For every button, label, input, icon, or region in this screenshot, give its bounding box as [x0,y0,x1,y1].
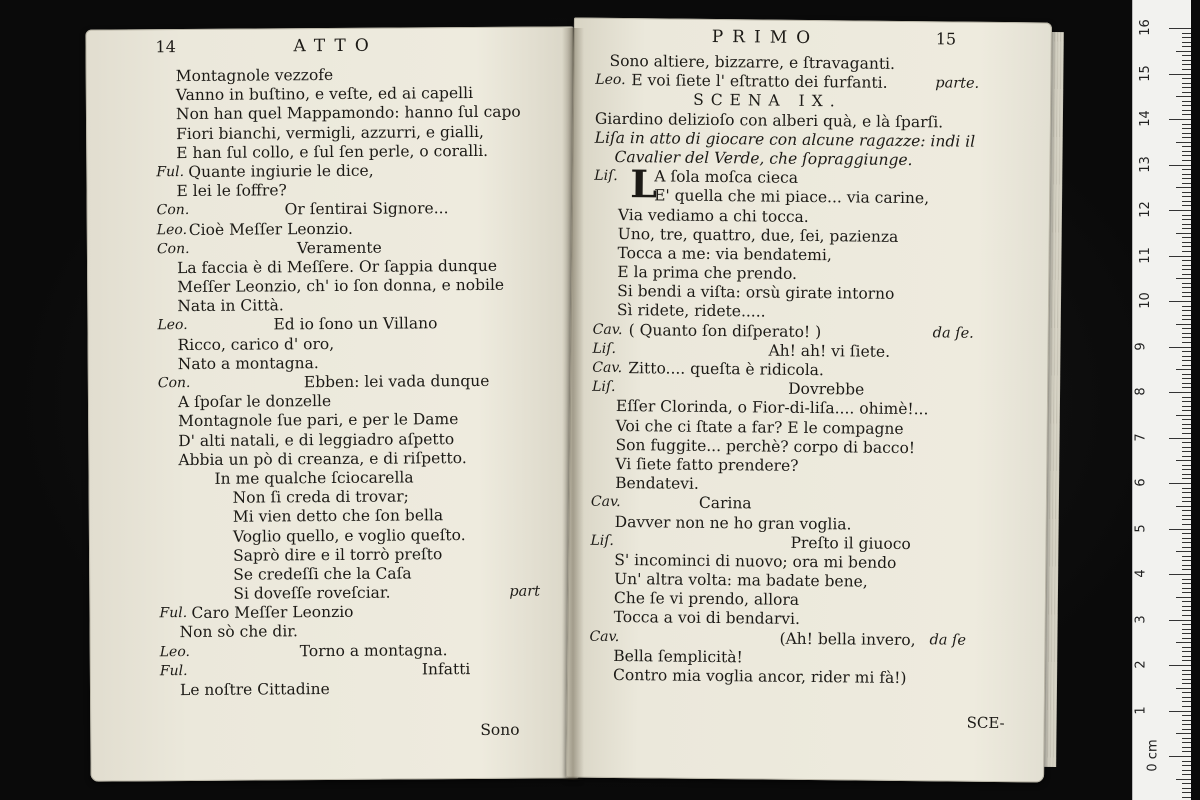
verse-text: E lei le ſoffre? [176,181,287,201]
ruler-tick [1182,428,1191,429]
verse-text: Bella ſemplicità! [613,646,743,667]
ruler-tick [1176,597,1191,598]
speaker-label: Leo. [595,71,626,89]
ruler-tick [1169,28,1191,29]
ruler-tick [1182,624,1191,625]
ruler-tick [1182,237,1191,238]
verse-text: Vi ſiete fatto prendere? [615,454,799,475]
speaker-label: Cav. [590,494,621,511]
ruler-tick [1182,610,1191,611]
ruler-tick [1182,724,1191,725]
stage-direction: parte. [935,75,980,92]
ruler-tick [1176,506,1191,507]
verse-text: Tocca a me: via bendatemi, [617,243,832,265]
ruler-tick [1182,538,1191,539]
measuring-ruler [1132,0,1191,800]
verse-text: Preſto il giuoco [790,533,911,553]
ruler-tick [1176,142,1191,143]
ruler-tick [1182,337,1191,338]
speaker-label: Liſ. [594,167,618,185]
ruler-tick [1182,447,1191,448]
right-text-block [589,52,1036,690]
verse-text: Cavalier del Verde, che ſopraggiunge. [614,147,913,170]
ruler-tick [1182,501,1191,502]
verse-text: Infatti [421,659,471,679]
ruler-tick [1182,137,1191,138]
verse-text: Voglio quello, e voglio queſto. [232,525,466,546]
left-page [85,26,578,781]
verse-text: Saprò dire e il torrò preſto [232,544,443,565]
ruler-tick [1182,105,1191,106]
speaker-label: Ful. [159,605,188,622]
ruler-tick [1182,770,1191,771]
ruler-tick [1176,779,1191,780]
ruler-tick [1182,474,1191,475]
speaker-label: Cav. [592,359,623,377]
speaker-label: Con. [156,240,190,257]
ruler-tick [1182,442,1191,443]
ruler-tick [1182,747,1191,748]
verse-text: Fiori bianchi, vermigli, azzurri, e gialli, [176,122,484,143]
running-header-left: ATTO [293,35,378,57]
ruler-tick [1182,629,1191,630]
scene-heading: SCENA IX. [693,91,842,111]
ruler-tick [1182,469,1191,470]
ruler-tick [1182,328,1191,329]
ruler-tick [1182,533,1191,534]
ruler-tick [1182,360,1191,361]
ruler-tick [1182,296,1191,297]
verse-text: Non han quel Mappamondo: hanno ſul capo [175,103,521,124]
verse-text: Eſſer Clorinda, o Fior-di-liſa.... ohimè!... [615,397,929,419]
ruler-tick [1176,187,1191,188]
ruler-tick [1182,465,1191,466]
ruler-tick [1182,397,1191,398]
verse-text: E la prima che prendo. [617,263,798,283]
verse-text: Ed io ſono un Villano [273,314,438,334]
verse-text: Montagnole vezzofe [175,65,334,86]
ruler-tick [1182,55,1191,56]
ruler-tick [1182,283,1191,284]
ruler-tick [1182,319,1191,320]
verse-text: Veramente [296,238,382,257]
ruler-tick [1182,219,1191,220]
verse-text: Nata in Città. [177,296,284,316]
ruler-tick [1182,515,1191,516]
left-text-block [156,64,560,700]
catchword-left: Sono [480,720,520,739]
ruler-tick [1182,387,1191,388]
verse-text: Via vediamo a chi tocca. [617,205,809,226]
ruler-tick [1182,419,1191,420]
ruler-number: 7 [1133,432,1149,442]
ruler-tick [1169,438,1191,439]
verse-text: La faccia è di Meſſere. Or ſappia dunque [176,256,498,277]
verse-text: Uno, tre, quattro, due, ſei, pazienza [617,224,899,246]
verse-text: A ſola moſca cieca [654,167,799,187]
ruler-tick [1182,269,1191,270]
ruler-tick [1182,205,1191,206]
ruler-tick [1182,365,1191,366]
ruler-tick [1182,128,1191,129]
ruler-tick [1182,679,1191,680]
verse-text: Abbia un pò di creanza, e di riſpetto. [178,448,467,469]
stage-direction: da ſe [929,631,967,649]
ruler-tick [1182,497,1191,498]
verse-text: E han ſul collo, e ſul ſen perle, o coralli. [176,141,489,162]
ruler-tick [1182,146,1191,147]
ruler-tick [1182,560,1191,561]
verse-text: Bendatevi. [615,474,699,493]
ruler-tick [1182,101,1191,102]
ruler-tick [1182,783,1191,784]
ruler-tick [1182,310,1191,311]
ruler-tick [1182,674,1191,675]
ruler-tick [1176,324,1191,325]
ruler-tick [1169,74,1191,75]
ruler-tick [1182,260,1191,261]
ruler-tick [1176,278,1191,279]
ruler-tick [1169,574,1191,575]
ruler-tick [1182,155,1191,156]
ruler-tick [1182,729,1191,730]
ruler-tick [1182,406,1191,407]
verse-text: Quante ingiurie le dice, [188,161,374,181]
speaker-label: Liſ. [592,378,616,396]
ruler-tick [1182,169,1191,170]
ruler-tick [1182,579,1191,580]
ruler-tick [1182,196,1191,197]
ruler-tick [1176,51,1191,52]
verse-text: Caro Meſſer Leonzio [191,603,354,623]
speaker-label: Leo. [159,643,190,660]
verse-text: Le noſtre Cittadine [179,680,330,700]
ruler-tick [1182,160,1191,161]
ruler-tick [1169,165,1191,166]
ruler-tick [1182,692,1191,693]
ruler-tick [1182,478,1191,479]
verse-text: Un' altra volta: ma badate bene, [614,570,868,591]
verse-text: Cioè Meſſer Leonzio. [188,219,354,239]
ruler-number: 11 [1137,246,1153,264]
page-number-left: 14 [155,37,176,57]
ruler-tick [1182,569,1191,570]
verse-text: Ah! ah! vi ſiete. [768,341,891,361]
verse-text: Montagnole ſue pari, e per le Dame [178,410,459,431]
ruler-tick [1182,410,1191,411]
ruler-tick [1182,424,1191,425]
open-book [82,10,1072,790]
ruler-tick [1182,342,1191,343]
ruler-tick [1182,246,1191,247]
ruler-tick [1182,42,1191,43]
ruler-tick [1182,133,1191,134]
ruler-tick [1182,333,1191,334]
ruler-tick [1182,565,1191,566]
ruler-tick [1169,620,1191,621]
ruler-number: 5 [1133,523,1149,533]
ruler-tick [1182,378,1191,379]
ruler-tick [1182,33,1191,34]
verse-text: D' alti natali, e di leggiadro aſpetto [178,429,455,450]
ruler-tick [1176,551,1191,552]
running-header-right: PRIMO [711,26,820,49]
verse-text: Se credeſſi che la Caſa [233,564,412,584]
ruler-number: 8 [1133,387,1149,396]
ruler-tick [1169,119,1191,120]
ruler-tick [1182,765,1191,766]
ruler-tick [1182,547,1191,548]
verse-text: Carina [698,494,752,513]
ruler-tick [1182,647,1191,648]
ruler-tick [1182,601,1191,602]
verse-text: E voi ſiete l' eſtratto dei furfanti. [631,71,888,92]
ruler-tick [1182,592,1191,593]
ruler-number: 0 cm [1145,739,1161,772]
ruler-tick [1169,665,1191,666]
ruler-tick [1182,656,1191,657]
ruler-tick [1182,242,1191,243]
verse-text: Meſſer Leonzio, ch' io ſon donna, e nobile [177,275,505,297]
verse-text: Si bendi a viſta: orsù girate intorno [617,282,895,304]
ruler-tick [1182,69,1191,70]
ruler-number: 2 [1133,660,1149,669]
verse-text: Vanno in buſtino, e veſte, ed ai capelli [175,84,474,105]
text-line [589,666,1029,690]
verse-text: Sì ridete, ridete..... [616,301,766,321]
ruler-tick [1182,697,1191,698]
ruler-number: 9 [1133,341,1149,351]
ruler-tick [1182,701,1191,702]
ruler-number: 12 [1137,201,1153,218]
ruler-tick [1176,96,1191,97]
verse-text: Ebben: lei vada dunque [303,371,490,392]
verse-text: Si doveſſe roveſciar. [233,583,391,603]
ruler-tick [1182,78,1191,79]
verse-text: Contro mia voglia ancor, rider mi fà!) [613,665,907,688]
ruler-tick [1176,460,1191,461]
ruler-tick [1182,797,1191,798]
ruler-tick [1182,215,1191,216]
ruler-tick [1182,64,1191,65]
ruler-number: 16 [1137,19,1153,36]
ruler-tick [1182,761,1191,762]
ruler-tick [1182,37,1191,38]
ruler-tick [1182,774,1191,775]
ruler-tick [1169,529,1191,530]
drop-cap: L [630,161,658,207]
ruler-tick [1182,720,1191,721]
ruler-tick [1182,451,1191,452]
ruler-tick [1182,251,1191,252]
stage-direction: part [509,583,541,600]
speaker-label: Liſ. [592,340,617,357]
ruler-tick [1182,401,1191,402]
ruler-tick [1182,433,1191,434]
ruler-tick [1182,683,1191,684]
speaker-label: Cav. [592,321,623,338]
ruler-tick [1182,588,1191,589]
verse-text: Giardino delizioſo con alberi quà, e là ſparſi. [594,109,944,131]
ruler-number: 3 [1133,614,1149,624]
speaker-label: Cav. [589,628,620,645]
ruler-tick [1182,292,1191,293]
verse-text: Mi vien detto che ſon bella [232,506,444,527]
ruler-number: 6 [1133,478,1149,487]
ruler-tick [1182,456,1191,457]
ruler-tick [1182,524,1191,525]
ruler-tick [1182,706,1191,707]
verse-text: A ſpoſar le donzelle [177,392,332,412]
speaker-label: Liſ. [590,532,615,549]
ruler-tick [1182,315,1191,316]
ruler-tick [1182,519,1191,520]
ruler-tick [1169,483,1191,484]
ruler-tick [1182,83,1191,84]
ruler-tick [1182,488,1191,489]
verse-text: Dovrebbe [788,379,865,399]
speaker-label: Leo. [156,221,188,238]
ruler-tick [1182,383,1191,384]
ruler-tick [1182,60,1191,61]
ruler-number: 1 [1133,705,1149,715]
text-line [160,678,560,700]
ruler-tick [1182,228,1191,229]
verse-text: S' incominci di nuovo; ora mi bendo [614,550,897,572]
right-page [566,18,1052,783]
ruler-tick [1169,347,1191,348]
ruler-tick [1182,183,1191,184]
ruler-tick [1182,192,1191,193]
speaker-label: Ful. [156,163,185,181]
ruler-number: 10 [1137,292,1153,309]
speaker-label: Con. [156,202,190,219]
ruler-tick [1182,670,1191,671]
ruler-tick [1182,606,1191,607]
ruler-tick [1176,369,1191,370]
ruler-tick [1182,583,1191,584]
ruler-tick [1176,233,1191,234]
ruler-tick [1169,301,1191,302]
book-gutter [562,28,584,780]
ruler-tick [1176,733,1191,734]
ruler-tick [1182,92,1191,93]
ruler-tick [1182,124,1191,125]
ruler-tick [1182,151,1191,152]
ruler-tick [1182,738,1191,739]
ruler-tick [1182,492,1191,493]
ruler-tick [1182,660,1191,661]
ruler-tick [1182,178,1191,179]
ruler-tick [1176,642,1191,643]
ruler-tick [1182,374,1191,375]
ruler-tick [1169,256,1191,257]
ruler-tick [1182,510,1191,511]
verse-text: In me qualche ſciocarella [214,468,414,488]
verse-text: Non ſi creda di trovar; [232,487,409,507]
ruler-number: 4 [1133,569,1149,578]
ruler-number: 15 [1137,64,1153,82]
ruler-number: 14 [1137,110,1153,127]
verse-text: Torno a montagna. [299,640,448,660]
verse-text: (Ah! bella invero, [779,629,916,649]
verse-text: Che ſe vi prendo, allora [613,589,800,610]
speaker-label: Leo. [157,317,188,334]
stage-direction: da ſe. [932,324,974,342]
ruler-tick [1182,356,1191,357]
verse-text: E' quella che mi piace... via carine, [654,186,930,208]
ruler-tick [1182,174,1191,175]
ruler-tick [1182,742,1191,743]
ruler-tick [1182,792,1191,793]
ruler-tick [1182,351,1191,352]
ruler-tick [1182,306,1191,307]
ruler-tick [1182,224,1191,225]
ruler-tick [1169,711,1191,712]
verse-text: Or ſentirai Signore... [284,199,449,219]
ruler-tick [1182,556,1191,557]
ruler-tick [1176,688,1191,689]
verse-text: ( Quanto ſon diſperato! ) [628,320,822,341]
verse-text: Ricco, carico d' oro, [177,334,335,354]
verse-text: Nato a montagna. [177,353,319,373]
ruler-tick [1182,633,1191,634]
speaker-label: Con. [157,374,191,392]
ruler-tick [1182,201,1191,202]
ruler-tick [1169,756,1191,757]
ruler-tick [1169,392,1191,393]
ruler-number: 13 [1137,155,1153,173]
catchword-right: SCE- [966,713,1005,733]
verse-text: Sono altiere, bizzarre, e ſtravaganti. [609,51,896,73]
page-number-right: 15 [935,29,957,49]
ruler-tick [1182,638,1191,639]
verse-text: Voi che ci ſtate a far? E le compagne [615,416,904,438]
ruler-tick [1182,788,1191,789]
verse-text: Non sò che dir. [179,622,298,642]
ruler-tick [1169,210,1191,211]
ruler-tick [1182,751,1191,752]
ruler-tick [1182,265,1191,266]
ruler-tick [1182,542,1191,543]
verse-text: Davver non ne ho gran voglia. [614,512,852,533]
ruler-tick [1182,615,1191,616]
speaker-label: Ful. [159,662,188,680]
ruler-tick [1182,287,1191,288]
ruler-tick [1182,715,1191,716]
ruler-tick [1176,415,1191,416]
ruler-tick [1182,87,1191,88]
ruler-tick [1182,114,1191,115]
verse-text: Son fuggite... perchè? corpo di bacco! [615,435,916,457]
verse-text: Zitto.... queſta è ridicola. [628,359,824,380]
ruler-tick [1182,651,1191,652]
ruler-tick [1182,274,1191,275]
ruler-tick [1182,46,1191,47]
verse-text: Liſa in atto di giocare con alcune ragazze: indi il [594,128,976,151]
verse-text: Tocca a voi di bendarvi. [613,608,801,629]
ruler-tick [1182,110,1191,111]
